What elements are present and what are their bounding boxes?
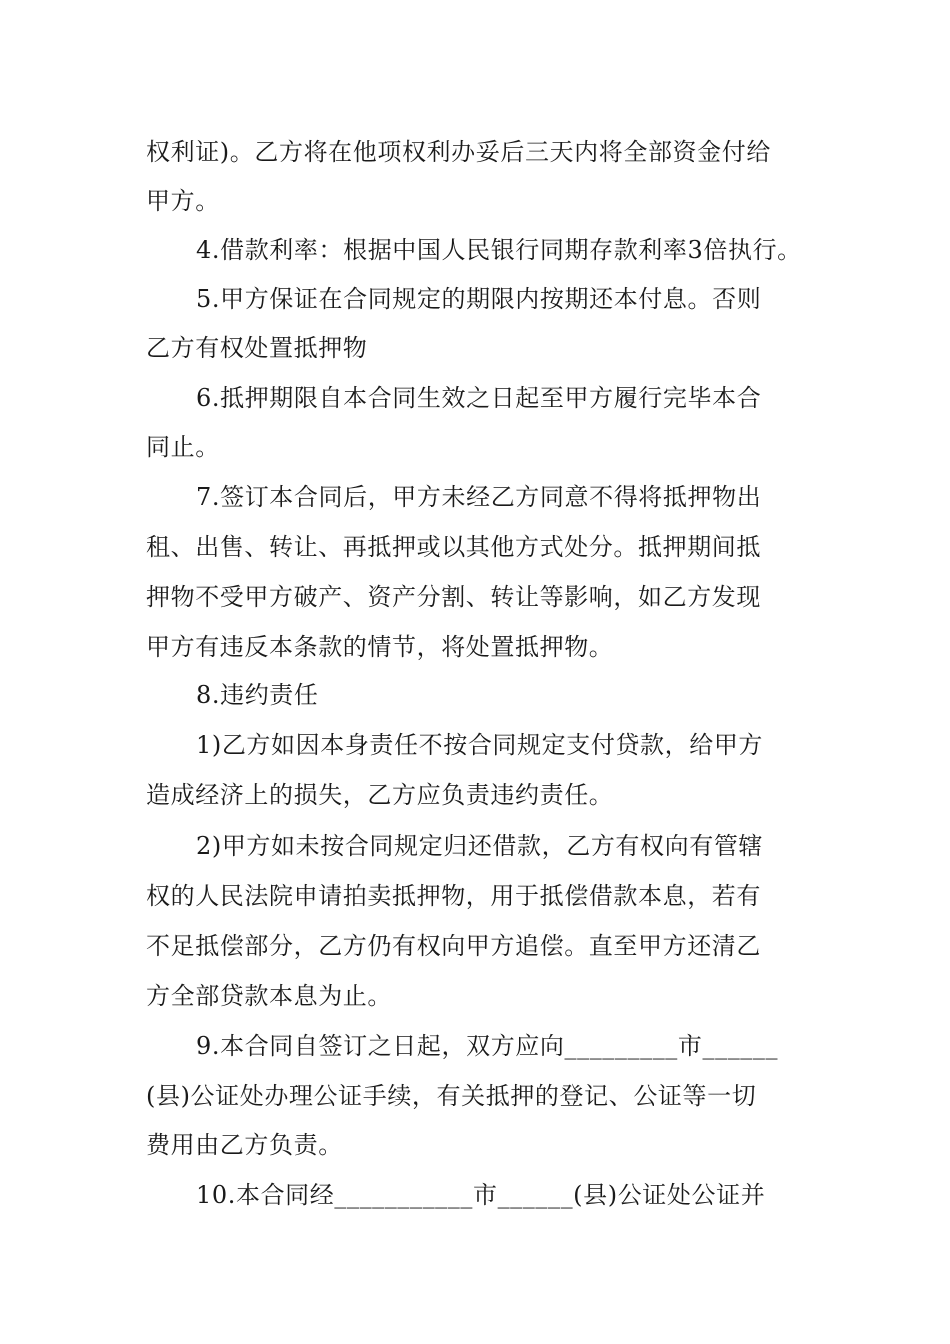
clause-10-line-1: 10.本合同经___________市______(县)公证处公证并 [196,1181,766,1209]
clause-8-heading: 8.违约责任 [196,681,319,709]
clause-5-line-1: 5.甲方保证在合同规定的期限内按期还本付息。否则 [196,285,762,313]
clause-6-line-1: 6.抵押期限自本合同生效之日起至甲方履行完毕本合 [196,384,762,412]
clause-8-2-line-2: 权的人民法院申请拍卖抵押物，用于抵偿借款本息，若有 [146,882,761,910]
clause-7-line-4: 甲方有违反本条款的情节，将处置抵押物。 [146,633,614,661]
clause-9-line-2: (县)公证处办理公证手续，有关抵押的登记、公证等一切 [146,1082,757,1110]
text-line-2: 甲方。 [146,187,220,215]
clause-8-1-line-1: 1)乙方如因本身责任不按合同规定支付贷款，给甲方 [196,731,764,759]
clause-6-line-2: 同止。 [146,433,220,461]
clause-8-2-line-1: 2)甲方如未按合同规定归还借款，乙方有权向有管辖 [196,832,764,860]
clause-8-2-line-4: 方全部贷款本息为止。 [146,982,392,1010]
clause-7-line-3: 押物不受甲方破产、资产分割、转让等影响，如乙方发现 [146,583,761,611]
clause-8-1-line-2: 造成经济上的损失，乙方应负责违约责任。 [146,781,614,809]
clause-7-line-2: 租、出售、转让、再抵押或以其他方式处分。抵押期间抵 [146,533,761,561]
clause-9-line-3: 费用由乙方负责。 [146,1131,343,1159]
clause-8-2-line-3: 不足抵偿部分，乙方仍有权向甲方追偿。直至甲方还清乙 [146,932,761,960]
clause-9-line-1: 9.本合同自签订之日起，双方应向_________市______ [196,1032,779,1060]
text-line-1: 权利证)。乙方将在他项权利办妥后三天内将全部资金付给 [146,138,771,166]
clause-7-line-1: 7.签订本合同后，甲方未经乙方同意不得将抵押物出 [196,483,762,511]
clause-4-line-1: 4.借款利率：根据中国人民银行同期存款利率3倍执行。 [196,236,802,264]
clause-5-line-2: 乙方有权处置抵押物 [146,334,368,362]
